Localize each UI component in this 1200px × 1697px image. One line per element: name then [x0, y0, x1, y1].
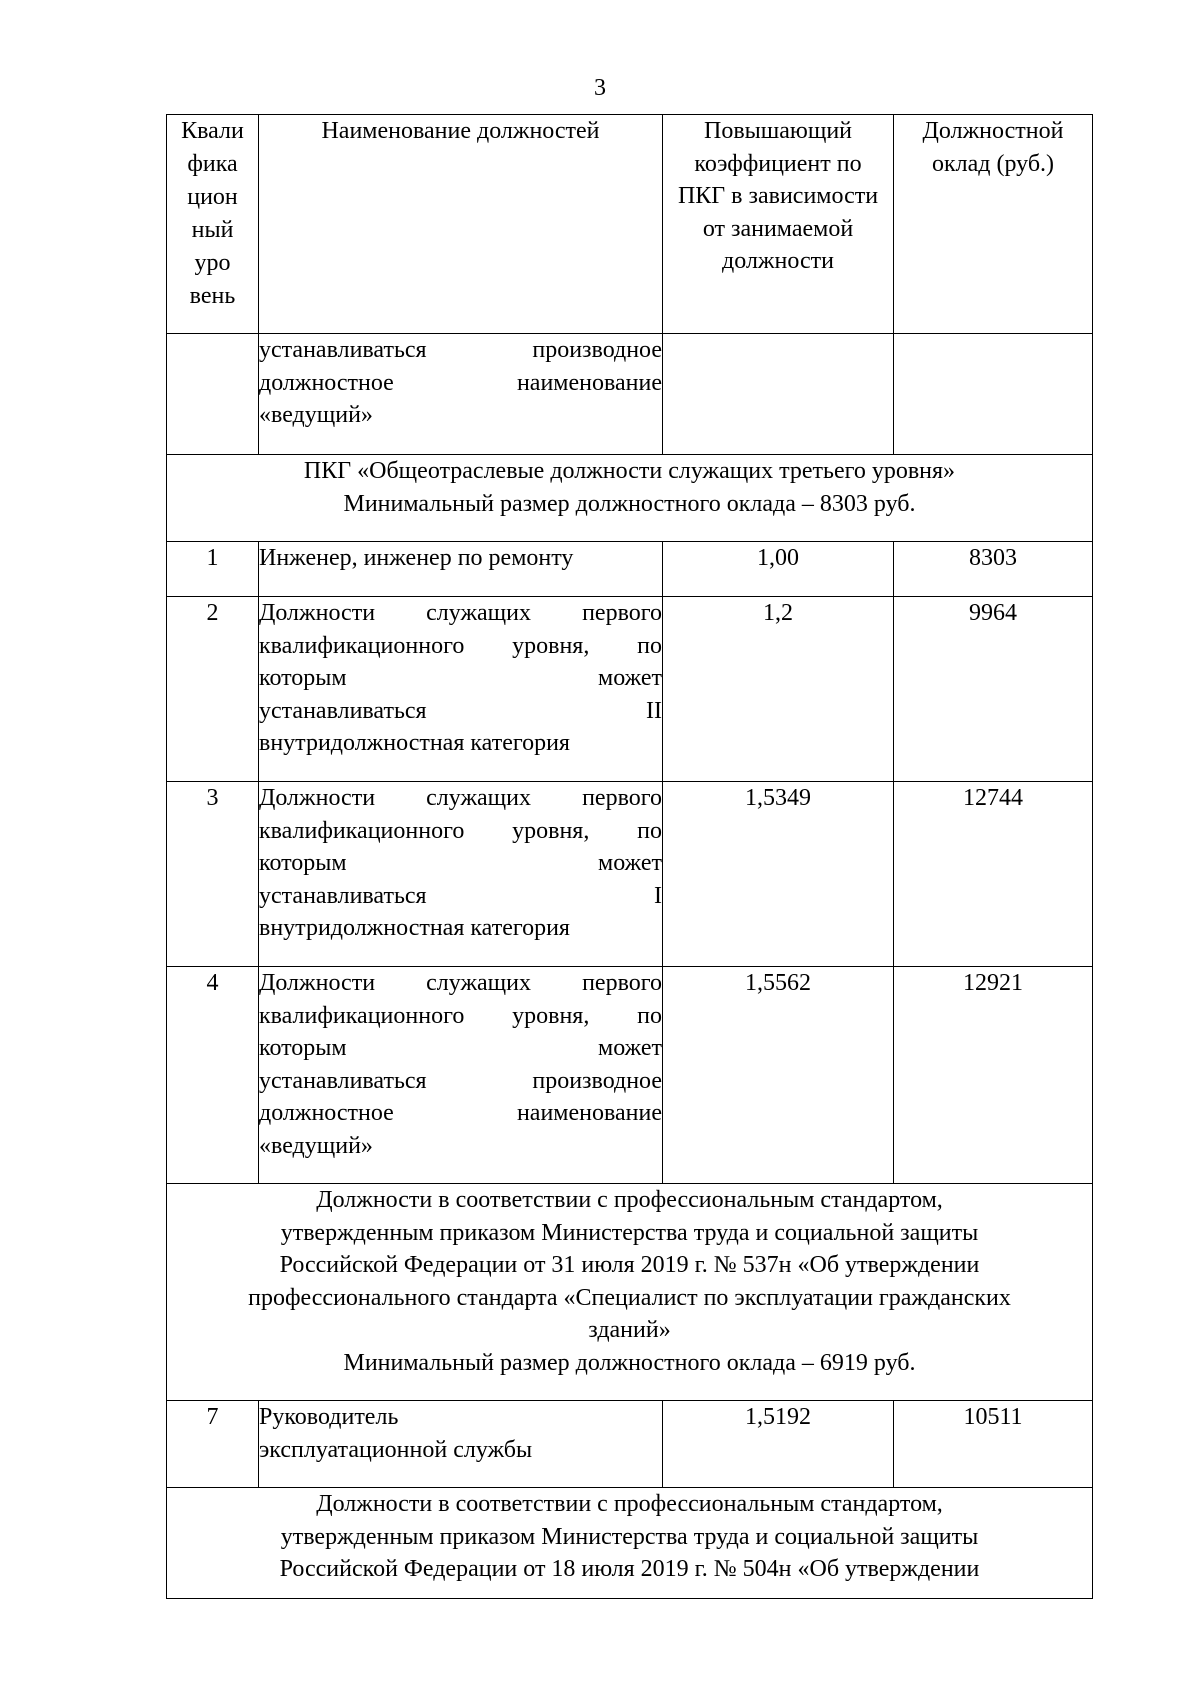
- header-level-part: уро: [194, 250, 231, 276]
- table-row: [167, 1401, 1093, 1488]
- salary-cell: 8303: [894, 542, 1093, 597]
- position-name-line: должностное наименование: [259, 369, 662, 396]
- coef-cell: [663, 334, 894, 455]
- header-level-part: Квали: [181, 118, 244, 144]
- header-coef: Повышающий коэффициент по ПКГ в зависимости от занимаемой должности: [663, 115, 894, 334]
- section-min-salary: Минимальный размер должностного оклада – 6919 руб.: [343, 1349, 916, 1376]
- section-line: утвержденным приказом Министерства труда и социальной защиты: [280, 1523, 979, 1550]
- position-name-line: Должности служащих первого: [259, 785, 662, 811]
- section-row: [167, 455, 1093, 542]
- coef-cell: 1,5349: [663, 782, 894, 967]
- section-row: [167, 1488, 1093, 1599]
- header-name: Наименование должностей: [259, 115, 663, 334]
- table-header-row: [167, 115, 1093, 334]
- position-name-cell: [259, 597, 663, 782]
- header-level-part: вень: [189, 283, 236, 309]
- position-name-line: устанавливаться производное: [259, 1067, 662, 1094]
- position-name-line: которым может: [259, 850, 662, 876]
- section-min-salary: Минимальный размер должностного оклада – 8303 руб.: [343, 490, 916, 517]
- level-cell: 3: [167, 782, 259, 967]
- position-name-line: которым может: [259, 1035, 662, 1061]
- section-line: зданий»: [588, 1317, 671, 1343]
- position-name-line: устанавливаться I: [259, 882, 662, 909]
- level-cell: 4: [167, 967, 259, 1184]
- position-name-line: которым может: [259, 665, 662, 691]
- coef-cell: 1,00: [663, 542, 894, 597]
- position-name-line: Должности служащих первого: [259, 600, 662, 626]
- salary-cell: 10511: [894, 1401, 1093, 1488]
- section-heading: [167, 1184, 1093, 1401]
- header-level-part: ный: [191, 217, 234, 243]
- level-cell: [167, 334, 259, 455]
- position-name-line: устанавливаться производное: [259, 337, 662, 363]
- section-line: профессионального стандарта «Специалист по эксплуатации гражданских: [248, 1284, 1011, 1311]
- position-name-line: «ведущий»: [259, 1132, 373, 1159]
- section-line: Российской Федерации от 18 июля 2019 г. № 504н «Об утверждении: [279, 1556, 980, 1582]
- section-line: утвержденным приказом Министерства труда и социальной защиты: [280, 1219, 979, 1246]
- section-row: [167, 1184, 1093, 1401]
- salary-cell: 12921: [894, 967, 1093, 1184]
- level-cell: 2: [167, 597, 259, 782]
- position-name-line: устанавливаться II: [259, 697, 662, 724]
- position-name-line: квалификационного уровня, по: [259, 632, 662, 659]
- section-title: ПКГ «Общеотраслевые должности служащих третьего уровня»: [303, 458, 956, 484]
- position-name-line: квалификационного уровня, по: [259, 1002, 662, 1029]
- position-name-cell: Инженер, инженер по ремонту: [259, 542, 663, 597]
- position-name-cell: [259, 967, 663, 1184]
- position-name-cell: [259, 334, 663, 455]
- header-salary: Должностной оклад (руб.): [894, 115, 1093, 334]
- position-name-cell: [259, 782, 663, 967]
- position-salary-table: [166, 114, 1093, 1599]
- coef-cell: 1,5562: [663, 967, 894, 1184]
- position-name-line: эксплуатационной службы: [259, 1436, 533, 1463]
- salary-cell: 9964: [894, 597, 1093, 782]
- table-row: [167, 542, 1093, 597]
- section-line: Российской Федерации от 31 июля 2019 г. № 537н «Об утверждении: [279, 1252, 980, 1278]
- position-name-line: квалификационного уровня, по: [259, 817, 662, 844]
- section-heading: [167, 1488, 1093, 1599]
- section-line: Должности в соответствии с профессиональным стандартом,: [316, 1491, 943, 1517]
- header-level-part: фика: [187, 151, 238, 177]
- section-line: Должности в соответствии с профессиональным стандартом,: [316, 1187, 943, 1213]
- position-name-line: должностное наименование: [259, 1100, 662, 1126]
- page-number: 3: [594, 75, 606, 101]
- table-row: [167, 597, 1093, 782]
- salary-cell: [894, 334, 1093, 455]
- position-name-line: Должности служащих первого: [259, 970, 662, 996]
- table-row: [167, 967, 1093, 1184]
- position-name-line: Руководитель: [259, 1404, 399, 1430]
- coef-cell: 1,5192: [663, 1401, 894, 1488]
- header-level-part: цион: [187, 184, 238, 210]
- section-heading: [167, 455, 1093, 542]
- position-name-line: «ведущий»: [259, 402, 373, 428]
- table-row: [167, 334, 1093, 455]
- level-cell: 7: [167, 1401, 259, 1488]
- position-name-line: внутридолжностная категория: [259, 915, 570, 941]
- coef-cell: 1,2: [663, 597, 894, 782]
- level-cell: 1: [167, 542, 259, 597]
- position-name-cell: [259, 1401, 663, 1488]
- position-name-line: внутридолжностная категория: [259, 730, 570, 756]
- salary-cell: 12744: [894, 782, 1093, 967]
- header-level: [167, 115, 259, 334]
- table-row: [167, 782, 1093, 967]
